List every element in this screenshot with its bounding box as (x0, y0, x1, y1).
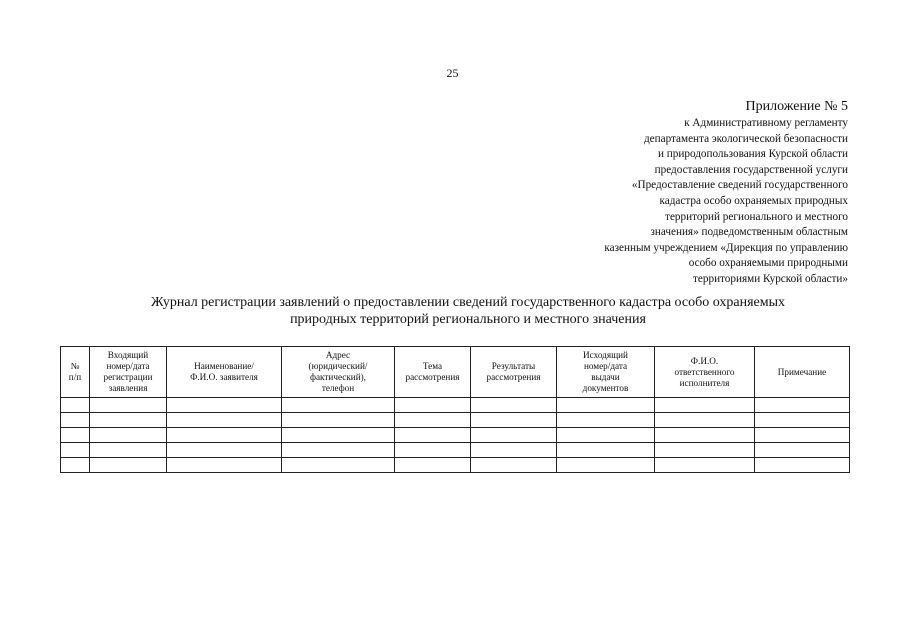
table-cell (395, 458, 471, 473)
table-row (61, 413, 850, 428)
table-cell (655, 428, 755, 443)
table-cell (471, 443, 557, 458)
table-cell (61, 443, 90, 458)
table-cell (755, 398, 850, 413)
table-cell (655, 413, 755, 428)
appendix-line: и природопользования Курской области (658, 148, 848, 161)
table-cell (557, 428, 655, 443)
table-cell (755, 458, 850, 473)
table-cell (167, 428, 282, 443)
header-cell-number: № п/п (61, 347, 90, 398)
table-row (61, 443, 850, 458)
table-cell (471, 413, 557, 428)
journal-title (110, 294, 826, 328)
table-cell (755, 428, 850, 443)
header-cell-address: Адрес (юридический/ фактический), телефон (282, 347, 395, 398)
table-cell (167, 398, 282, 413)
table-row (61, 458, 850, 473)
journal-header-row (61, 347, 850, 398)
table-cell (61, 413, 90, 428)
appendix-line: департамента экологической безопасности (643, 132, 848, 145)
header-cell-executor: Ф.И.О. ответственного исполнителя (655, 347, 755, 398)
table-cell (61, 428, 90, 443)
table-row (61, 428, 850, 443)
table-cell (90, 398, 167, 413)
appendix-line: предоставления государственной услуги (654, 163, 848, 176)
journal-table (60, 346, 850, 473)
appendix-line: территорий регионального и местного (665, 210, 848, 223)
table-cell (655, 398, 755, 413)
page-number: 25 (446, 66, 459, 80)
appendix-title: Приложение № 5 (745, 99, 848, 114)
appendix-block (604, 98, 848, 288)
appendix-line: казенным учреждением «Дирекция по управлению (604, 241, 848, 254)
table-cell (471, 458, 557, 473)
table-cell (90, 428, 167, 443)
journal-title-line: природных территорий регионального и местного значения (290, 312, 646, 327)
table-cell (755, 443, 850, 458)
header-cell-results: Результаты рассмотрения (471, 347, 557, 398)
table-cell (557, 398, 655, 413)
table-cell (557, 458, 655, 473)
journal-body (61, 398, 850, 473)
header-cell-outgoing: Исходящий номер/дата выдачи документов (557, 347, 655, 398)
table-cell (395, 398, 471, 413)
table-cell (167, 458, 282, 473)
header-cell-topic: Тема рассмотрения (395, 347, 471, 398)
table-cell (61, 458, 90, 473)
table-cell (655, 443, 755, 458)
table-cell (557, 413, 655, 428)
table-cell (167, 443, 282, 458)
table-row (61, 398, 850, 413)
table-cell (282, 428, 395, 443)
table-cell (655, 458, 755, 473)
header-cell-note: Примечание (755, 347, 850, 398)
appendix-line: значения» подведомственным областным (650, 226, 848, 239)
table-cell (471, 428, 557, 443)
appendix-line: особо охраняемыми природными (688, 257, 848, 270)
table-cell (282, 398, 395, 413)
table-cell (90, 458, 167, 473)
table-cell (395, 428, 471, 443)
table-cell (90, 443, 167, 458)
appendix-line: территориями Курской области» (693, 272, 848, 285)
table-cell (167, 413, 282, 428)
table-cell (755, 413, 850, 428)
table-cell (471, 398, 557, 413)
header-cell-applicant: Наименование/ Ф.И.О. заявителя (167, 347, 282, 398)
table-cell (282, 458, 395, 473)
appendix-line: кадастра особо охраняемых природных (659, 194, 848, 207)
header-cell-incoming: Входящий номер/дата регистрации заявления (90, 347, 167, 398)
table-cell (395, 443, 471, 458)
appendix-line: «Предоставление сведений государственного (631, 179, 848, 192)
table-cell (61, 398, 90, 413)
table-cell (282, 413, 395, 428)
appendix-line: к Административному регламенту (684, 117, 848, 129)
table-cell (282, 443, 395, 458)
table-cell (90, 413, 167, 428)
table-cell (395, 413, 471, 428)
table-cell (557, 443, 655, 458)
journal-title-line: Журнал регистрации заявлений о предоставлении сведений государственного кадастра особо охраняемых (151, 295, 785, 310)
